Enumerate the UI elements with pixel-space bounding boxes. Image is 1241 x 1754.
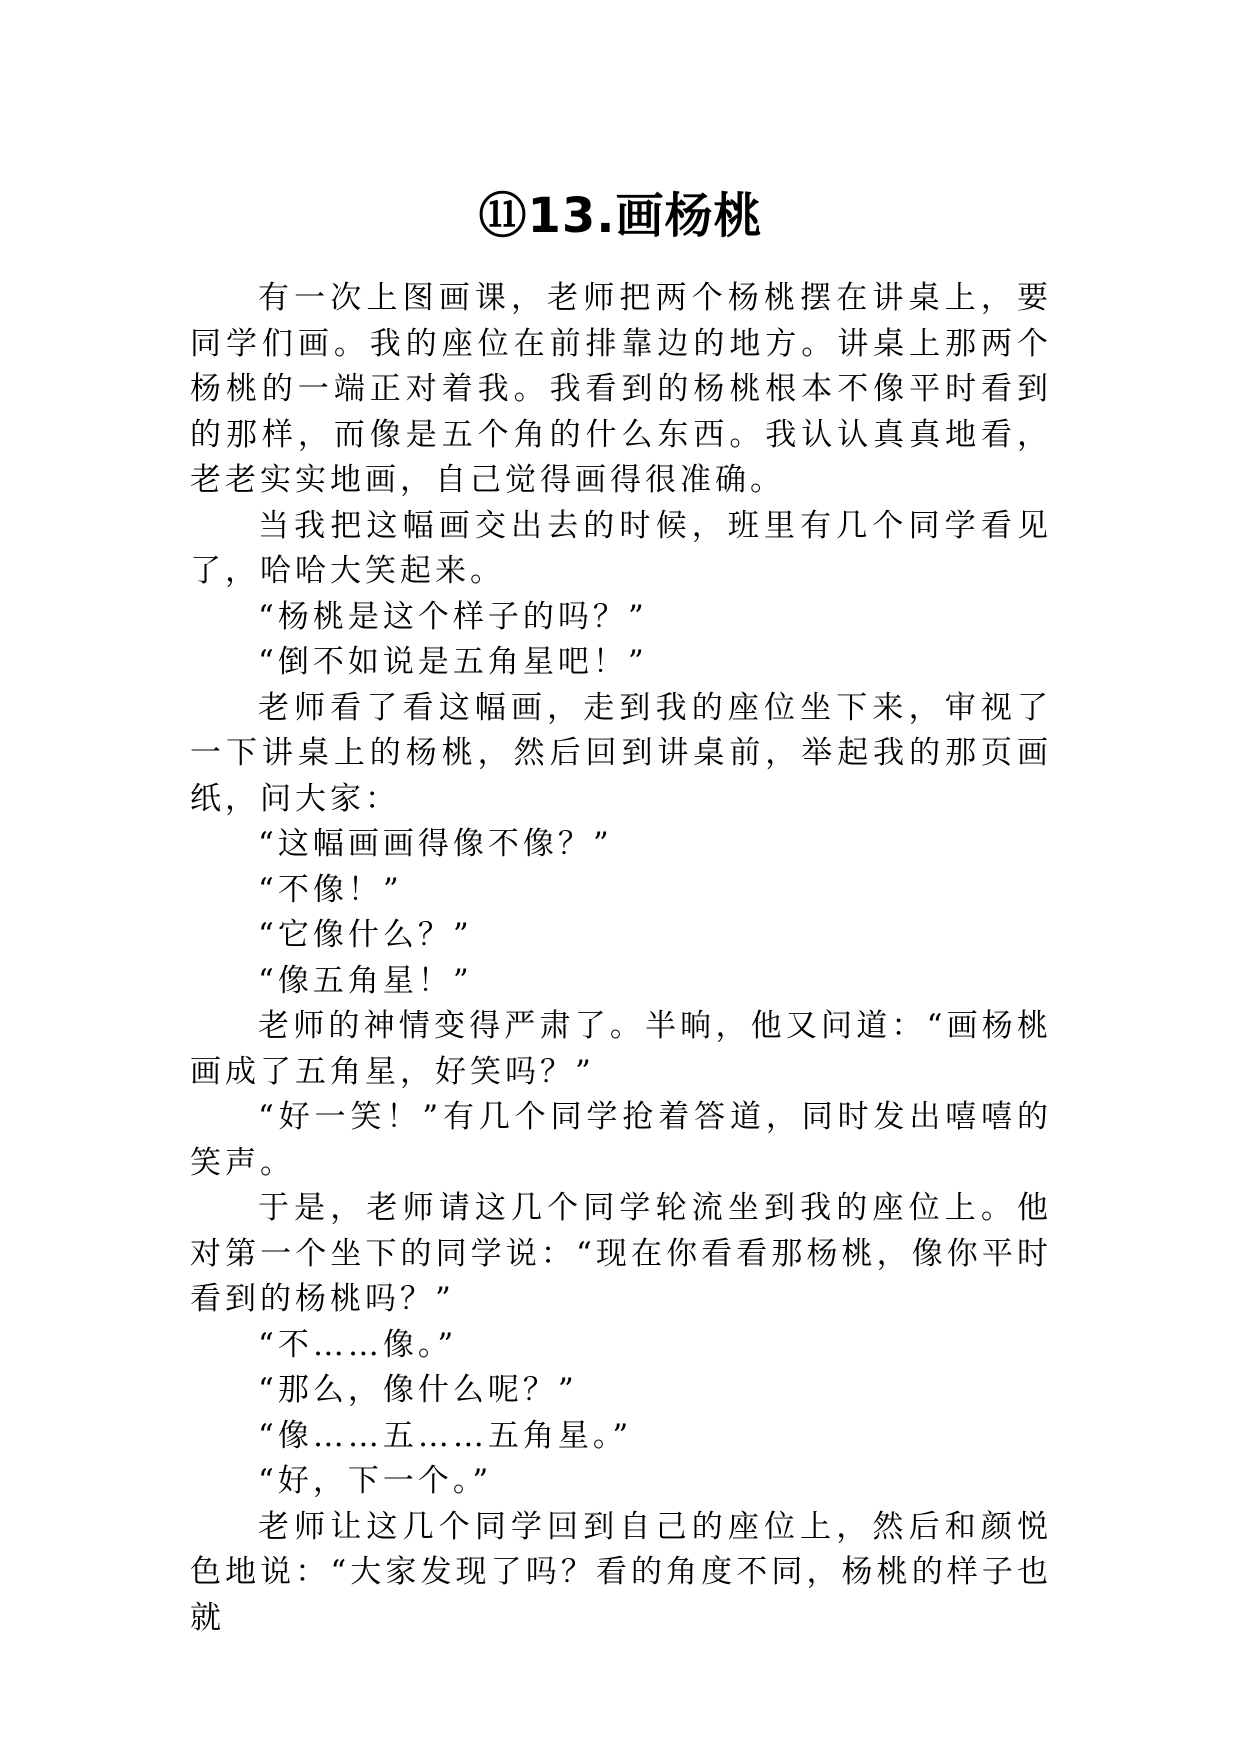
paragraph-3: “杨桃是这个样子的吗？” bbox=[258, 598, 648, 635]
article-body bbox=[190, 276, 1052, 1641]
paragraph-2: 当我把这幅画交出去的时候，班里有几个同学看见了，哈哈大笑起来。 bbox=[190, 507, 1052, 589]
paragraph-11: “好一笑！”有几个同学抢着答道，同时发出嘻嘻的笑声。 bbox=[190, 1099, 1052, 1181]
paragraph-16: “好，下一个。” bbox=[258, 1463, 493, 1499]
page-title: ⑪13.画杨桃 bbox=[478, 188, 763, 245]
paragraph-1: 有一次上图画课，老师把两个杨桃摆在讲桌上，要同学们画。我的座位在前排靠边的地方。讲桌上那两个杨桃的一端正对着我。我看到的杨桃根本不像平时看到的那样，而像是五个角的什么东西。我认认真真地看，老老实实地画，自己觉得画得很准确。 bbox=[190, 280, 1052, 498]
paragraph-12: 于是，老师请这几个同学轮流坐到我的座位上。他对第一个坐下的同学说：“现在你看看那杨桃，像你平时看到的杨桃吗？” bbox=[190, 1190, 1052, 1317]
paragraph-14: “那么，像什么呢？” bbox=[258, 1372, 578, 1408]
paragraph-6: “这幅画画得像不像？” bbox=[258, 826, 613, 862]
paragraph-15: “像……五……五角星。” bbox=[258, 1417, 633, 1454]
paragraph-4: “倒不如说是五角星吧！” bbox=[258, 644, 648, 680]
paragraph-8: “它像什么？” bbox=[258, 917, 473, 953]
paragraph-7: “不像！” bbox=[258, 871, 403, 908]
paragraph-5: 老师看了看这幅画，走到我的座位坐下来，审视了一下讲桌上的杨桃，然后回到讲桌前，举起我的那页画纸，问大家： bbox=[190, 689, 1052, 817]
paragraph-13: “不……像。” bbox=[258, 1326, 458, 1363]
paragraph-10: 老师的神情变得严肃了。半晌，他又问道：“画杨桃画成了五角星，好笑吗？” bbox=[190, 1008, 1052, 1090]
paragraph-9: “像五角星！” bbox=[258, 962, 473, 999]
paragraph-17: 老师让这几个同学回到自己的座位上，然后和颜悦色地说：“大家发现了吗？看的角度不同，杨桃的样子也就 bbox=[190, 1508, 1052, 1636]
